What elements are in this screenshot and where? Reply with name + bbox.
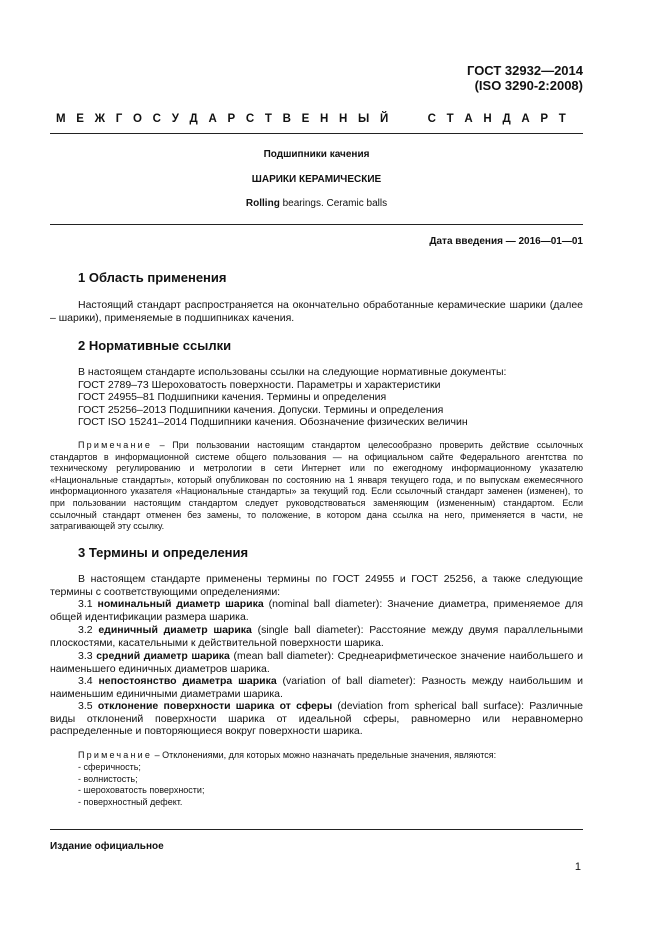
banner-letter: Ы — [358, 113, 370, 125]
standard-code-iso: (ISO 3290-2:2008) — [474, 78, 583, 93]
note-label: Примечание — [78, 750, 153, 760]
term-number: 3.1 — [78, 598, 98, 610]
banner-letter: Т — [264, 113, 272, 125]
page-number: 1 — [574, 861, 581, 873]
banner-letter: Е — [76, 113, 84, 125]
term-definition: (variation of ball diameter): Разность между наибольшим и наименьшим единичными диаметрами шарика. — [50, 675, 583, 700]
section-2-heading: 2 Нормативные ссылки — [78, 338, 232, 353]
section-1-text-content: Настоящий стандарт распространяется на окончательно обработанные керамические шарики (далее – шарики), применяемые в подшипниках качения. — [50, 299, 583, 324]
reference-item: ГОСТ 24955–81 Подшипники качения. Термины и определения — [78, 391, 387, 404]
footer-divider — [50, 829, 583, 830]
term-number: 3.2 — [78, 624, 99, 636]
reference-item: ГОСТ ISO 15241–2014 Подшипники качения. Обозначение физических величин — [78, 416, 468, 429]
list-item: - сферичность; — [78, 762, 141, 772]
term-3-5 — [50, 700, 583, 738]
banner-letter: Т — [558, 113, 566, 125]
reference-item: ГОСТ 2789–73 Шероховатость поверхности. Параметры и характеристики — [78, 378, 441, 391]
term-3-4 — [50, 675, 583, 700]
banner-letter: С — [427, 113, 436, 125]
banner-letter: Д — [502, 113, 511, 125]
banner-letter: Ж — [94, 113, 106, 125]
term-number: 3.4 — [78, 675, 99, 687]
note-label: Примечание — [78, 440, 153, 450]
term-name: средний диаметр шарика — [96, 650, 230, 662]
introduction-date: Дата введения — 2016—01—01 — [429, 236, 583, 247]
english-title-bold: Rolling — [245, 198, 280, 209]
term-number: 3.3 — [78, 650, 97, 662]
section-3-intro-text: В настоящем стандарте применены термины по ГОСТ 24955 и ГОСТ 25256, а также следующие термины с соответствующими определениями: — [50, 573, 583, 598]
document-title-english — [50, 198, 583, 209]
section-2-note — [50, 440, 583, 533]
reference-intro: В настоящем стандарте использованы ссылки на следующие нормативные документы: — [78, 366, 507, 378]
banner-letter: У — [171, 113, 179, 125]
term-3-3 — [50, 650, 583, 675]
term-definition: (mean ball diameter): Среднеарифметическое значение наибольшего и наименьшего единичных диаметров шарика. — [50, 650, 583, 675]
term-name: непостоянство диаметра шарика — [98, 675, 277, 687]
term-3-2 — [50, 624, 583, 649]
term-name: номинальный диаметр шарика — [97, 598, 264, 610]
title-divider — [50, 224, 583, 225]
banner-letter: Г — [115, 113, 123, 125]
banner-letter: С — [152, 113, 161, 125]
banner-letter: Е — [301, 113, 310, 125]
banner-letter: Р — [540, 113, 549, 125]
standard-code — [467, 63, 583, 93]
term-definition: (single ball diameter): Расстояние между двумя параллельными плоскостями, касательными к действительной поверхности шарика. — [50, 624, 583, 649]
document-title: ШАРИКИ КЕРАМИЧЕСКИЕ — [251, 174, 382, 185]
term-definition: (deviation from spherical ball surface): Различные виды отклонений поверхности шарика от идеальной сферы, равномерно или неравномерно распределенные и повторяющиеся вокруг поверхности шарика. — [50, 700, 583, 738]
section-1-heading: 1 Область применения — [78, 270, 227, 285]
note-text: – При пользовании настоящим стандартом целесообразно проверить действие ссылочных стандартов в информационной системе общего пользования — на официальном сайте Федерального агентства по техническому регулированию и метрологии в сети Интернет или по ежегодному информационному указателю «Национальные стандарты», который опубликован по состоянию на 1 января текущего года, и по выпускам ежемесячного информационного указателя «Национальные стандарты» за текущий год. Если ссылочный стандарт заменен (изменен), то при пользовании настоящим стандартом следует руководствоваться заменяющим (измененным) стандартом. Если ссылочный стандарт отменен без замены, то положение, в котором дана ссылка на него, применяется в части, не затрагивающей эту ссылку. — [50, 440, 583, 532]
banner-gap — [399, 113, 417, 125]
section-3-intro — [50, 573, 583, 598]
banner-letter: М — [56, 113, 66, 125]
banner-letter: С — [245, 113, 255, 125]
note-text: – Отклонениями, для которых можно назначать предельные значения, являются: — [152, 750, 497, 760]
section-3-heading: 3 Термины и определения — [78, 545, 249, 560]
banner-letter: А — [208, 113, 217, 125]
term-3-1 — [50, 598, 583, 623]
interstate-standard-banner — [56, 113, 566, 125]
banner-letter: А — [521, 113, 530, 125]
term-name: отклонение поверхности шарика от сферы — [97, 700, 333, 712]
official-edition-label: Издание официальное — [50, 841, 164, 852]
term-name: единичный диаметр шарика — [98, 624, 252, 636]
term-number: 3.5 — [78, 700, 98, 712]
banner-letter: Н — [339, 113, 348, 125]
banner-letter: В — [282, 113, 291, 125]
document-subject: Подшипники качения — [263, 149, 370, 160]
banner-letter: Д — [189, 113, 198, 125]
list-item: - волнистость; — [78, 773, 138, 784]
section-3-note — [50, 750, 583, 762]
banner-letter: Й — [379, 113, 389, 125]
section-1-text — [50, 299, 583, 324]
english-title-rest: bearings. Ceramic balls — [279, 198, 388, 209]
term-definition: (nominal ball diameter): Значение диаметра, применяемое для общей идентификации размера шарика. — [50, 598, 584, 623]
standard-code-gost: ГОСТ 32932—2014 — [467, 63, 583, 78]
banner-letter: О — [133, 113, 142, 125]
banner-divider — [50, 133, 583, 134]
banner-letter: Н — [319, 113, 329, 125]
banner-letter: Н — [483, 113, 492, 125]
banner-letter: А — [464, 113, 473, 125]
reference-item: ГОСТ 25256–2013 Подшипники качения. Допуски. Термины и определения — [78, 403, 444, 416]
banner-letter: Р — [227, 113, 236, 125]
list-item: - поверхностный дефект. — [78, 796, 183, 807]
banner-letter: Т — [446, 113, 454, 125]
deviation-list — [78, 762, 204, 808]
list-item: - шероховатость поверхности; — [78, 785, 205, 796]
normative-references-list — [78, 366, 506, 429]
